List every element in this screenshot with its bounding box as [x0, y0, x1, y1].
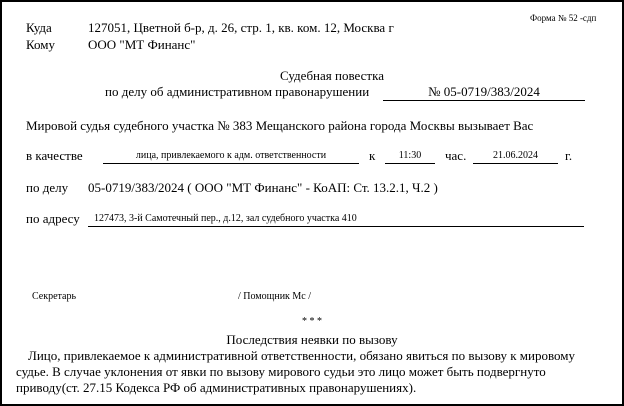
address-underline [88, 226, 584, 227]
form-number: Форма № 52 -сдп [530, 13, 597, 23]
date-value: 21.06.2024 [493, 150, 538, 161]
year-label: г. [565, 148, 573, 163]
whom-value: ООО "МТ Финанс" [88, 37, 196, 52]
address-value: 127473, 3-й Самотечный пер., д.12, зал судебного участка 410 [94, 213, 357, 224]
consequences-text: Лицо, привлекаемое к административной ответственности, обязано явиться по вызову к мировому судье. В случае уклонения от явки по вызову мирового судьи это лицо может быть подвергнуто приводу(ст. 27.15 Кодекса РФ об административных правонарушениях). [16, 348, 576, 395]
case-label: по делу [26, 180, 69, 195]
capacity-value: лица, привлекаемого к адм. ответственности [135, 150, 327, 161]
separator-stars: * * * [302, 316, 322, 327]
case-value: 05-0719/383/2024 ( ООО "МТ Финанс" - КоАП: Ст. 13.2.1, Ч.2 ) [88, 180, 438, 195]
document-title: Судебная повестка [280, 68, 384, 83]
capacity-underline [103, 163, 359, 164]
document-subtitle: по делу об административном правонарушении [105, 84, 370, 99]
consequences-title: Последствия неявки по вызову [226, 332, 398, 347]
assistant-signature: / Помощник Мс / [238, 291, 312, 302]
case-number-underline [383, 100, 585, 101]
date-underline [473, 163, 558, 164]
whom-label: Кому [26, 37, 56, 52]
hours-label: час. [445, 148, 467, 163]
time-underline [385, 163, 435, 164]
k-label: к [369, 148, 376, 163]
time-value: 11:30 [398, 150, 422, 161]
summons-text: Мировой судья судебного участка № 383 Мещанского района города Москвы вызывает Вас [26, 118, 534, 133]
to-address: 127051, Цветной б-р, д. 26, стр. 1, кв. ком. 12, Москва г [88, 20, 394, 35]
address-label: по адресу [26, 211, 80, 226]
to-label: Куда [26, 20, 52, 35]
secretary-label: Секретарь [32, 291, 77, 302]
capacity-label: в качестве [26, 148, 83, 163]
case-number: № 05-0719/383/2024 [428, 84, 540, 99]
